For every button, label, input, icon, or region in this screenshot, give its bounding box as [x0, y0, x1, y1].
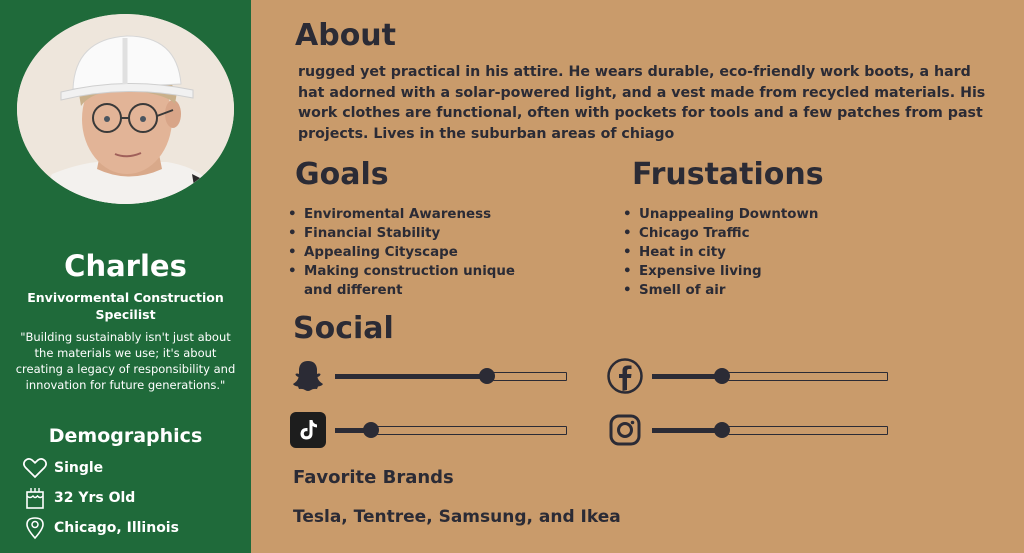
social-row-instagram	[606, 411, 896, 451]
bar-fill	[652, 428, 716, 433]
birthday-cake-icon	[22, 486, 48, 510]
bar-track	[377, 426, 567, 435]
bar-fill	[335, 374, 481, 379]
frustration-item: • Smell of air	[620, 281, 880, 300]
goal-item: • Appealing Cityscape	[285, 243, 515, 262]
social-row-tiktok	[289, 411, 569, 451]
demographic-item	[22, 516, 179, 540]
persona-content	[251, 0, 1024, 553]
about-text: rugged yet practical in his attire. He wears durable, eco-friendly work boots, a hard hat adorned with a solar-powered light, and a vest made from recycled materials. His work clothes are functional, often with pockets for tools and a few patches from past projects. Lives in the suburban areas of chiago	[298, 64, 986, 142]
goal-item: • Financial Stability	[285, 224, 515, 243]
demographics-title: Demographics	[48, 425, 203, 447]
instagram-usage-bar	[652, 423, 888, 437]
frustrations-list	[620, 205, 880, 300]
bar-track	[728, 426, 888, 435]
social-row-facebook	[606, 357, 896, 397]
goals-title: Goals	[295, 157, 389, 192]
frustration-item: • Expensive living	[620, 262, 880, 281]
bar-fill	[652, 374, 716, 379]
favorite-brands-title: Favorite Brands	[293, 467, 454, 488]
location-pin-icon	[22, 516, 48, 540]
persona-name: Charles	[64, 249, 187, 283]
bar-track	[728, 372, 888, 381]
tiktok-usage-bar	[335, 423, 567, 437]
social-title: Social	[293, 311, 394, 346]
snapchat-usage-bar	[335, 369, 567, 383]
heart-icon	[22, 456, 48, 480]
bar-track	[493, 372, 567, 381]
demographic-label: Single	[54, 460, 104, 476]
profile-sidebar	[0, 0, 251, 553]
frustration-item: • Unappealing Downtown	[620, 205, 880, 224]
goals-list	[285, 205, 515, 300]
demographic-item	[22, 456, 103, 480]
facebook-usage-bar	[652, 369, 888, 383]
instagram-icon	[606, 411, 644, 449]
demographic-label: Chicago, Illinois	[54, 520, 179, 536]
tiktok-icon	[289, 411, 327, 449]
frustration-item: • Chicago Traffic	[620, 224, 880, 243]
goal-item: • Making construction unique and different	[285, 262, 515, 300]
persona-role: Envivormental Construction Specilist	[27, 290, 224, 322]
facebook-icon	[606, 357, 644, 395]
demographic-label: 32 Yrs Old	[54, 490, 136, 506]
about-title: About	[295, 18, 397, 53]
snapchat-icon	[289, 357, 327, 395]
demographic-item	[22, 486, 135, 510]
goal-item: • Enviromental Awareness	[285, 205, 515, 224]
favorite-brands-text: Tesla, Tentree, Samsung, and Ikea	[293, 507, 621, 527]
frustration-item: • Heat in city	[620, 243, 880, 262]
bar-fill	[335, 428, 365, 433]
persona-quote: "Building sustainably isn't just about the materials we use; it's about creating a legacy of responsibility and innovation for future generations."	[15, 330, 236, 392]
frustrations-title: Frustations	[632, 157, 824, 192]
avatar-photo	[17, 14, 234, 204]
social-row-snapchat	[289, 357, 569, 397]
avatar	[17, 14, 234, 204]
